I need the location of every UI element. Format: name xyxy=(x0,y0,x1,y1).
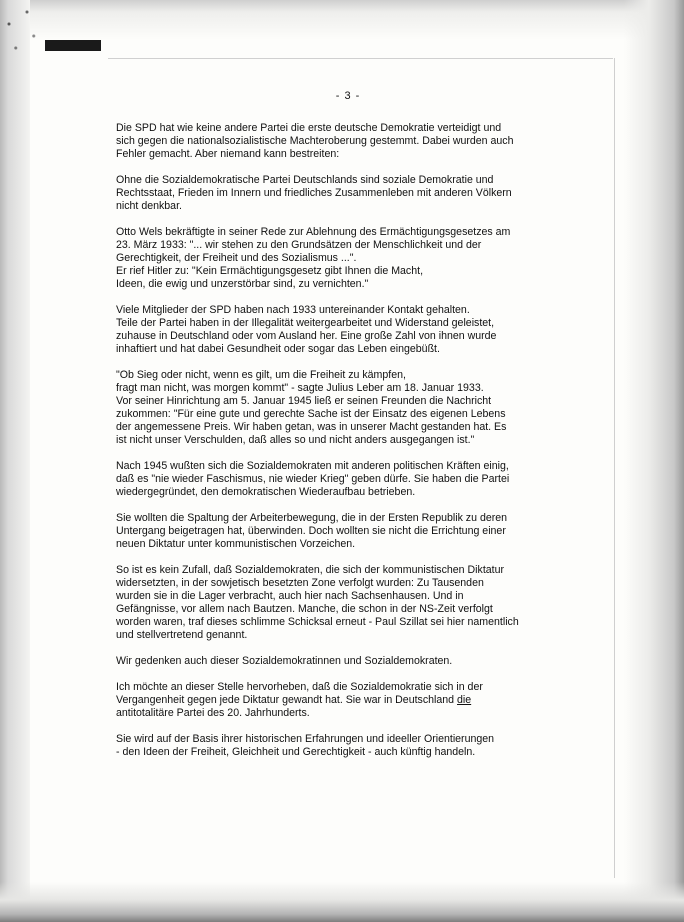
paragraph xyxy=(116,681,536,720)
text-line: neuen Diktatur unter kommunistischen Vorzeichen. xyxy=(116,538,356,550)
text-line: Gefängnisse, vor allem nach Bautzen. Manche, die schon in der NS-Zeit verfolgt xyxy=(116,603,493,615)
text-line: Teile der Partei haben in der Illegalität weitergearbeitet und Widerstand geleistet, xyxy=(116,317,495,329)
text-line: zuhause in Deutschland oder vom Ausland her. Eine große Zahl von ihnen wurde xyxy=(116,330,497,342)
text-line: fragt man nicht, was morgen kommt" - sagte Julius Leber am 18. Januar 1933. xyxy=(116,382,484,394)
scan-left-shadow xyxy=(0,0,30,922)
text-line: "Ob Sieg oder nicht, wenn es gilt, um die Freiheit zu kämpfen, xyxy=(116,369,406,381)
scan-right-shadow xyxy=(624,0,684,922)
text-line: Nach 1945 wußten sich die Sozialdemokraten mit anderen politischen Kräften einig, xyxy=(116,460,509,472)
paragraph xyxy=(116,564,536,642)
paragraph xyxy=(116,226,536,291)
scan-top-shadow xyxy=(0,0,684,40)
text-line: worden waren, traf dieses schlimme Schicksal erneut - Paul Szillat sei hier namentlich xyxy=(116,616,519,628)
scan-corner-marks xyxy=(0,0,45,80)
text-line: Gerechtigkeit, der Freiheit und des Sozialismus ...". xyxy=(116,252,357,264)
text-line: Otto Wels bekräftigte in seiner Rede zur Ablehnung des Ermächtigungsgesetzes am xyxy=(116,226,511,238)
text-line: ist nicht unser Verschulden, daß alles so und nicht anders ausgegangen ist." xyxy=(116,434,475,446)
text-line: Ideen, die ewig und unzerstörbar sind, zu vernichten." xyxy=(116,278,369,290)
text-line: wiedergegründet, den demokratischen Wiederaufbau betrieben. xyxy=(116,486,416,498)
page-fold-line xyxy=(108,58,613,59)
text-line: daß es "nie wieder Faschismus, nie wieder Krieg" geben dürfe. Sie haben die Partei xyxy=(116,473,510,485)
text-line-with-emphasis xyxy=(116,694,536,707)
redaction-bar xyxy=(45,40,101,51)
paragraph xyxy=(116,512,536,551)
document-body xyxy=(116,122,536,772)
text-line: So ist es kein Zufall, daß Sozialdemokraten, die sich der kommunistischen Diktatur xyxy=(116,564,505,576)
text-line: Ohne die Sozialdemokratische Partei Deutschlands sind soziale Demokratie und xyxy=(116,174,494,186)
text-line: 23. März 1933: "... wir stehen zu den Grundsätzen der Menschlichkeit und der xyxy=(116,239,482,251)
text-line: sich gegen die nationalsozialistische Machteroberung gestemmt. Dabei wurden auch xyxy=(116,135,514,147)
text-line: Viele Mitglieder der SPD haben nach 1933 untereinander Kontakt gehalten. xyxy=(116,304,470,316)
text-line: der angemessene Preis. Wir haben getan, was in unserer Macht gestanden hat. Es xyxy=(116,421,507,433)
paragraph xyxy=(116,733,536,759)
paragraph xyxy=(116,655,536,668)
text-line: Vor seiner Hinrichtung am 5. Januar 1945 ließ er seinen Freunden die Nachricht xyxy=(116,395,492,407)
text-segment: Vergangenheit gegen jede Diktatur gewandt hat. Sie war in Deutschland xyxy=(116,694,455,706)
paragraph xyxy=(116,460,536,499)
text-line: Sie wird auf der Basis ihrer historischen Erfahrungen und ideeller Orientierungen xyxy=(116,733,495,745)
text-line: Wir gedenken auch dieser Sozialdemokratinnen und Sozialdemokraten. xyxy=(116,655,453,667)
paragraph xyxy=(116,369,536,447)
text-line: Rechtsstaat, Frieden im Innern und friedliches Zusammenleben mit anderen Völkern xyxy=(116,187,512,199)
text-line: inhaftiert und hat dabei Gesundheit oder sogar das Leben eingebüßt. xyxy=(116,343,440,355)
paragraph xyxy=(116,174,536,213)
text-line: Er rief Hitler zu: "Kein Ermächtigungsgesetz gibt Ihnen die Macht, xyxy=(116,265,424,277)
text-line: Fehler gemacht. Aber niemand kann bestreiten: xyxy=(116,148,340,160)
text-line: Sie wollten die Spaltung der Arbeiterbewegung, die in der Ersten Republik zu deren xyxy=(116,512,508,524)
text-line: Untergang beigetragen hat, überwinden. Doch wollten sie nicht die Errichtung einer xyxy=(116,525,506,537)
text-line: wurden sie in die Lager verbracht, auch hier nach Sachsenhausen. Und in xyxy=(116,590,464,602)
text-line: zukommen: "Für eine gute und gerechte Sache ist der Einsatz des eigenen Lebens xyxy=(116,408,506,420)
paragraph xyxy=(116,122,536,161)
paragraph xyxy=(116,304,536,356)
text-line: widersetzten, in der sowjetisch besetzten Zone verfolgt wurden: Zu Tausenden xyxy=(116,577,484,589)
text-line: Die SPD hat wie keine andere Partei die erste deutsche Demokratie verteidigt und xyxy=(116,122,502,134)
text-line: antitotalitäre Partei des 20. Jahrhunderts. xyxy=(116,707,310,719)
page-fold-line-vertical xyxy=(614,58,615,878)
page-number: - 3 - xyxy=(335,90,361,102)
scan-bottom-shadow xyxy=(0,882,684,922)
text-line: - den Ideen der Freiheit, Gleichheit und Gerechtigkeit - auch künftig handeln. xyxy=(116,746,476,758)
underlined-word: die xyxy=(457,694,472,706)
text-line: und stellvertretend genannt. xyxy=(116,629,248,641)
text-line: nicht denkbar. xyxy=(116,200,182,212)
text-line: Ich möchte an dieser Stelle hervorheben, daß die Sozialdemokratie sich in der xyxy=(116,681,483,693)
